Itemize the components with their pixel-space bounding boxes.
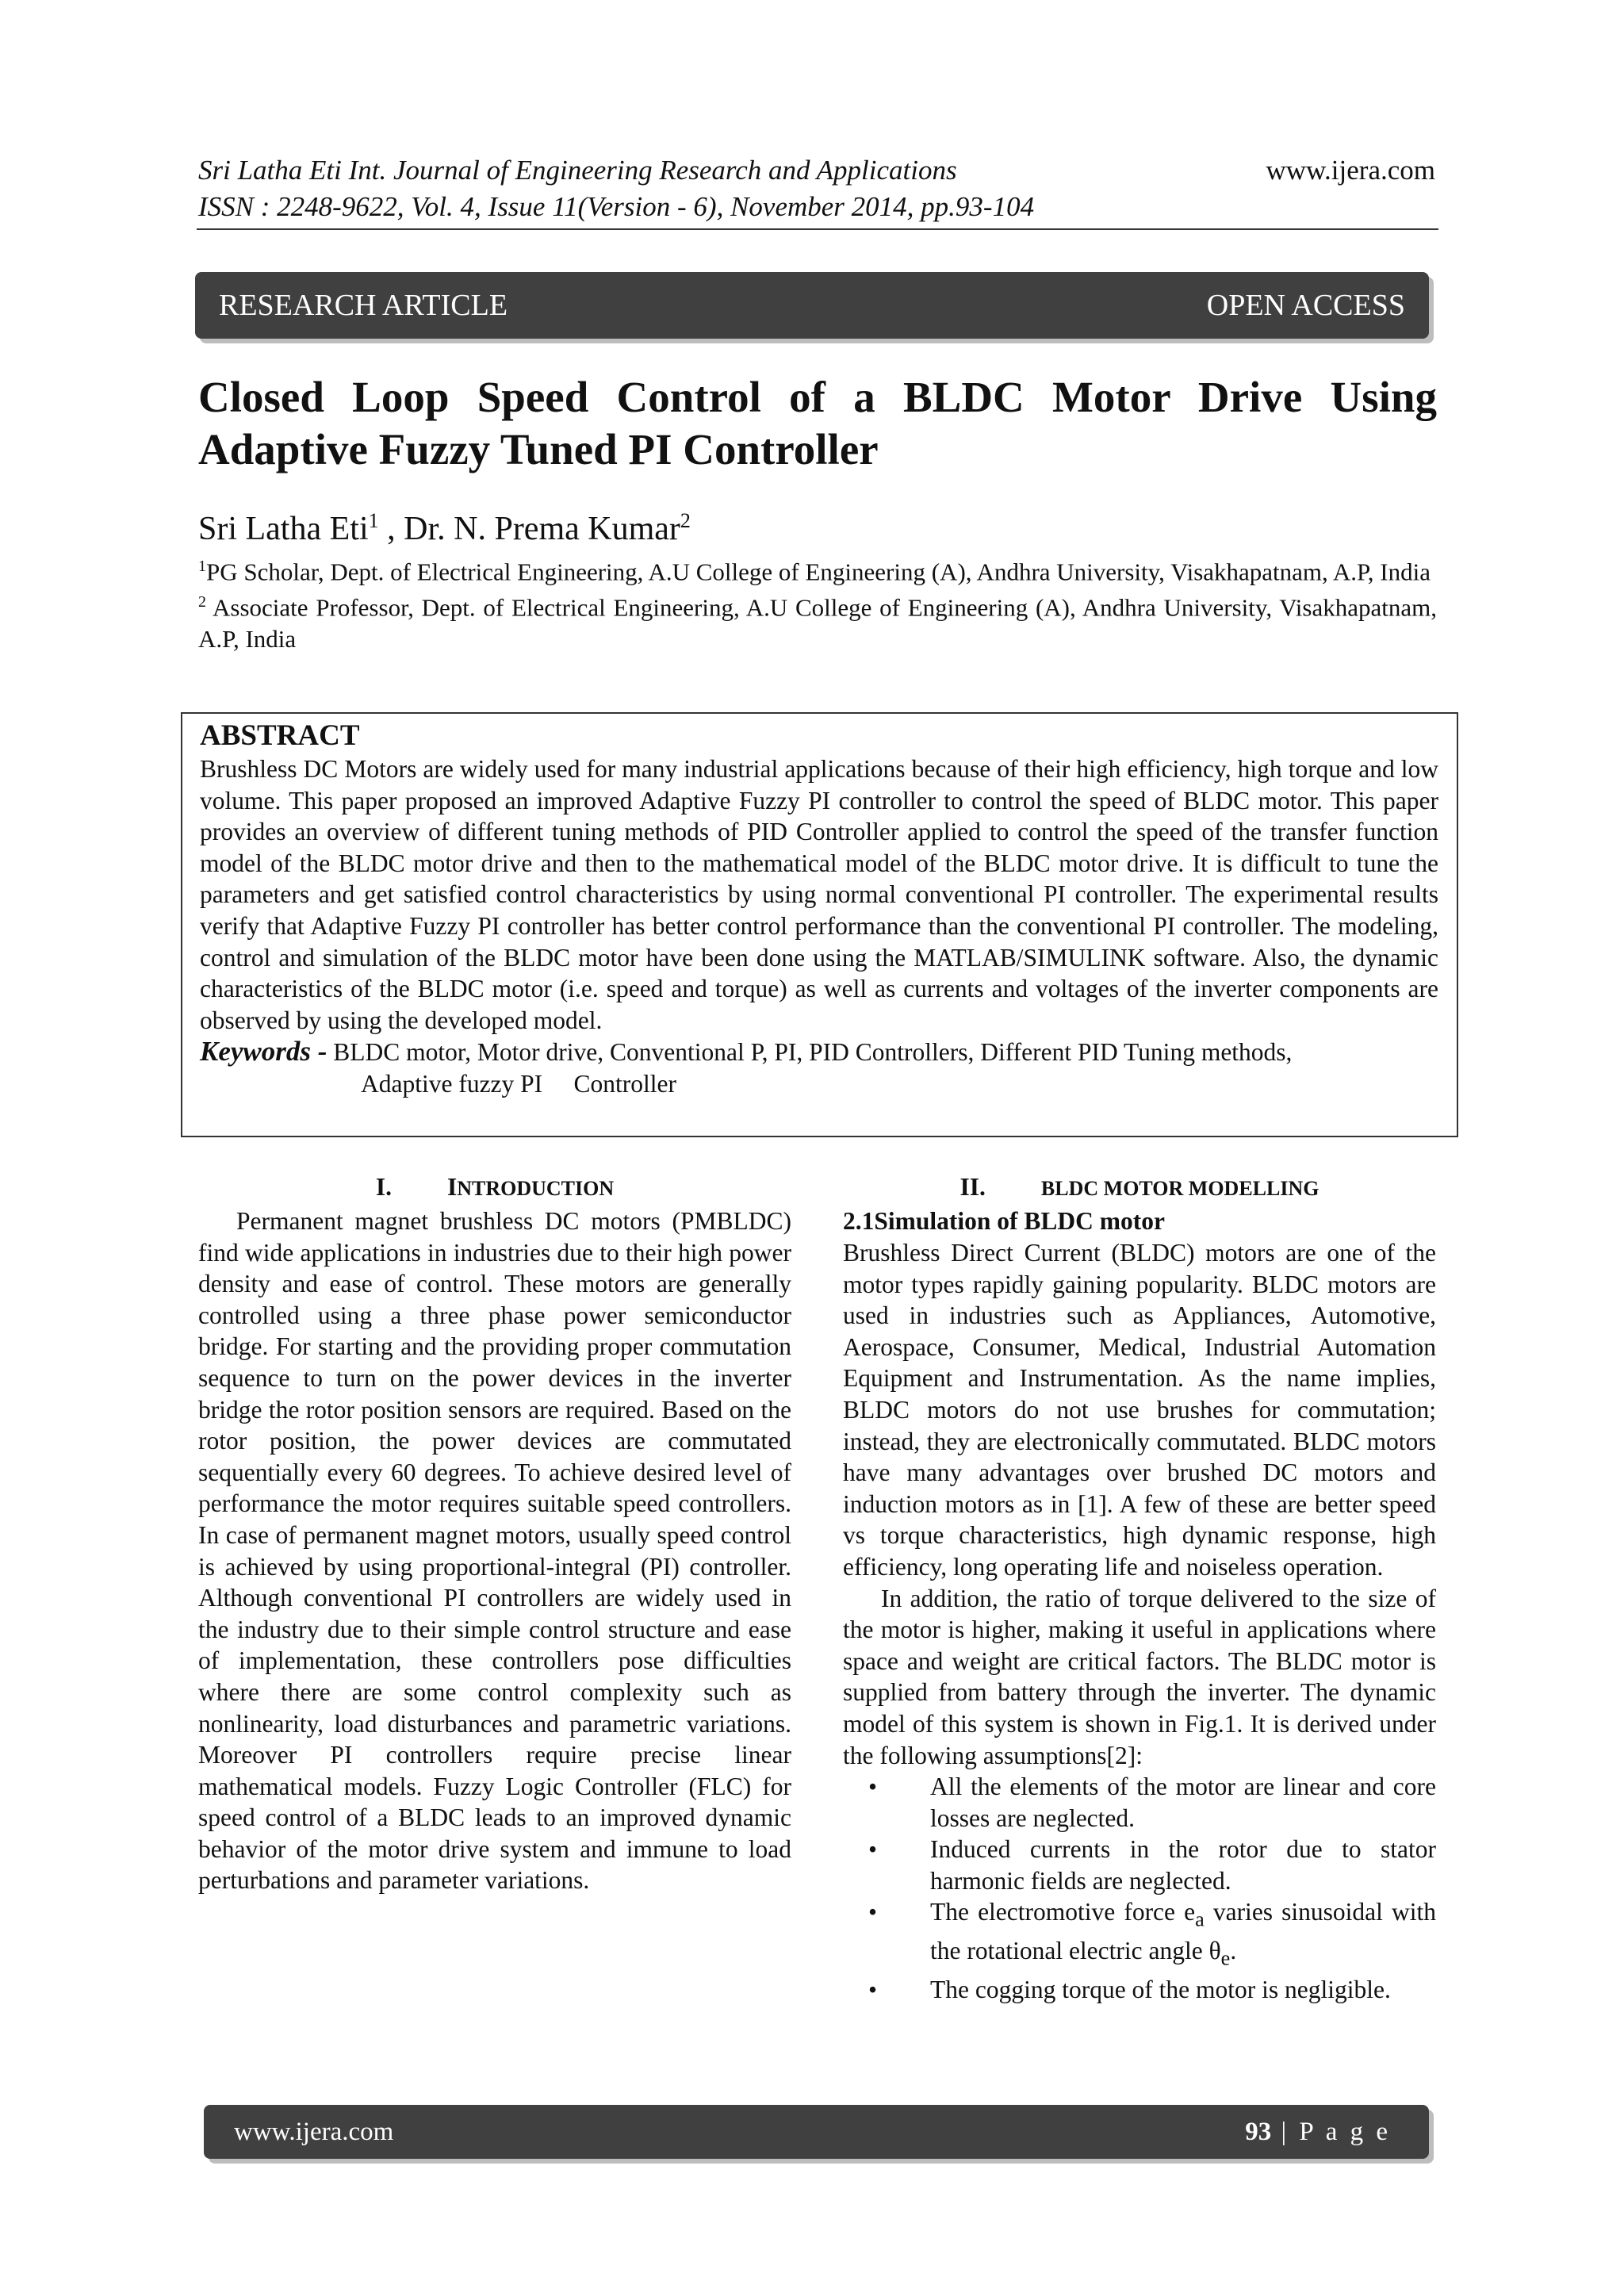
bullet-mark: • [868, 1898, 878, 1926]
list-item [843, 1834, 1436, 1896]
left-column [198, 1171, 791, 1896]
bullet-mark: • [868, 1773, 878, 1801]
running-header [198, 152, 1435, 225]
abstract-content [200, 719, 1438, 1100]
assumption-3-subscript-a: a [1195, 1907, 1205, 1931]
bullet-mark: • [868, 1976, 878, 2004]
footer-website-link[interactable]: www.ijera.com [234, 2118, 394, 2146]
article-type-label: RESEARCH ARTICLE [219, 289, 508, 322]
assumption-3-part-b: varies sinusoidal with the rotational electric angle θ [930, 1898, 1436, 1965]
page-footer [204, 2105, 1429, 2159]
section-1-title-rest: NTRODUCTION [457, 1177, 615, 1200]
keywords-text: BLDC motor, Motor drive, Conventional P, PI, PID Controllers, Different PID Tuning methods, [333, 1038, 1293, 1067]
keywords-label: Keywords - [200, 1036, 327, 1068]
abstract-text: Brushless DC Motors are widely used for many industrial applications because of their high efficiency, high torque and low volume. This paper proposed an improved Adaptive Fuzzy PI controller to control the speed of BLDC motor. This paper provides an overview of different tuning methods of PID Controller applied to control the speed of the transfer function model of the BLDC motor drive and then to the mathematical model of the BLDC motor drive. It is difficult to tune the parameters and get satisfied control characteristics by using normal conventional PI controller. The experimental results verify that Adaptive Fuzzy PI controller has better control performance than the conventional PI controller. The modeling, control and simulation of the BLDC motor have been done using the MATLAB/SIMULINK software. Also, the dynamic characteristics of the BLDC motor (i.e. speed and torque) as well as currents and voltages of the inverter components are observed by using the developed model. [200, 755, 1438, 1034]
assumptions-list [843, 1771, 1436, 2006]
author-2-affiliation-mark: 2 [680, 509, 691, 532]
section-2-paragraph-2: In addition, the ratio of torque delivered to the size of the motor is higher, making it useful in applications where space and weight are critical factors. The BLDC motor is supplied from battery through the inverter. The dynamic model of this system is shown in Fig.1. It is derived under the following assumptions[2]: [843, 1584, 1436, 1769]
section-2-title: BLDC MOTOR MODELLING [1040, 1177, 1320, 1200]
header-divider [197, 228, 1438, 230]
subsection-2-1-heading: 2.1Simulation of BLDC motor [843, 1207, 1166, 1235]
abstract-box [181, 712, 1458, 1137]
author-1: Sri Latha Eti [198, 511, 369, 547]
section-2-paragraph-1: Brushless Direct Current (BLDC) motors are one of the motor types rapidly gaining popularity. BLDC motors are used in industries such as Appliances, Automotive, Aerospace, Consumer, Medical, Industrial Automation Equipment and Instrumentation. As the name implies, BLDC motors do not use brushes for commutation; instead, they are electronically commutated. BLDC motors have many advantages over brushed DC motors and induction motors as in [1]. A few of these are better speed vs torque characteristics, high dynamic response, high efficiency, long operating life and noiseless operation. [843, 1239, 1436, 1581]
paper-title: Closed Loop Speed Control of a BLDC Motor Drive Using Adaptive Fuzzy Tuned PI Controller [198, 373, 1437, 473]
keywords-line [200, 1036, 1438, 1068]
right-column [843, 1171, 1436, 2006]
assumption-2: Induced currents in the rotor due to stator harmonic fields are neglected. [930, 1835, 1436, 1895]
section-2-heading [843, 1171, 1436, 1205]
introduction-paragraph: Permanent magnet brushless DC motors (PMBLDC) find wide applications in industries due to their high power density and ease of control. These motors are generally controlled using a three phase power semiconductor bridge. For starting and the providing proper commutation sequence to turn on the power devices in the inverter bridge the rotor position sensors are required. Based on the rotor position, the power devices are commutated sequentially every 60 degrees. To achieve desired level of performance the motor requires suitable speed controllers. In case of permanent magnet motors, usually speed control is achieved by using proportional-integral (PI) controller. Although conventional PI controllers are widely used in the industry due to their simple control structure and ease of implementation, these controllers pose difficulties where there are some control complexity such as nonlinearity, load disturbances and parametric variations. Moreover PI controllers require precise linear mathematical models. Fuzzy Logic Controller (FLC) for speed control of a BLDC leads to an improved dynamic behavior of the motor drive system and immune to load perturbations and parameter variations. [198, 1207, 791, 1895]
affiliation-2-mark: 2 [198, 593, 206, 611]
section-1-number: I. [375, 1173, 392, 1201]
keywords-continuation: Adaptive fuzzy PI Controller [361, 1069, 677, 1098]
affiliation-1-mark: 1 [198, 558, 206, 575]
abstract-heading: ABSTRACT [200, 719, 360, 752]
assumption-3-subscript-e: e [1220, 1946, 1231, 1970]
section-1-title-initial: I [446, 1173, 458, 1201]
author-1-affiliation-mark: 1 [368, 509, 379, 532]
affiliation-1-text: PG Scholar, Dept. of Electrical Engineering, A.U College of Engineering (A), Andhra University, Visakhapatnam, A.P, India [206, 558, 1431, 586]
list-item [843, 1896, 1436, 1974]
open-access-label: OPEN ACCESS [1206, 289, 1405, 322]
author-2: Dr. N. Prema Kumar [404, 511, 680, 547]
affiliation-2-text: Associate Professor, Dept. of Electrical Engineering, A.U College of Engineering (A), Andhra University, Visakhapatnam, A.P, India [198, 593, 1437, 653]
journal-line: Sri Latha Eti Int. Journal of Engineering Research and Applications [198, 155, 957, 186]
affiliation-2 [198, 587, 1437, 654]
page-number-label [1245, 2105, 1391, 2159]
section-1-heading [198, 1171, 791, 1205]
section-2-number: II. [959, 1173, 986, 1201]
assumption-3-part-c: . [1230, 1937, 1237, 1965]
author-separator: , [378, 511, 404, 547]
header-website-link[interactable]: www.ijera.com [1266, 155, 1435, 186]
issn-line: ISSN : 2248-9622, Vol. 4, Issue 11(Version - 6), November 2014, pp.93-104 [198, 191, 1035, 222]
list-item [843, 1974, 1436, 2006]
assumption-4: The cogging torque of the motor is negligible. [930, 1976, 1391, 2004]
article-type-banner [195, 272, 1429, 339]
affiliations [198, 551, 1437, 654]
affiliation-1 [198, 551, 1437, 587]
assumption-3-part-a: The electromotive force e [930, 1898, 1196, 1926]
bullet-mark: • [868, 1835, 878, 1864]
list-item [843, 1771, 1436, 1834]
author-list [198, 501, 691, 549]
page-word: | P a g e [1271, 2118, 1391, 2146]
assumption-1: All the elements of the motor are linear and core losses are neglected. [930, 1773, 1436, 1832]
page-number: 93 [1245, 2118, 1272, 2146]
